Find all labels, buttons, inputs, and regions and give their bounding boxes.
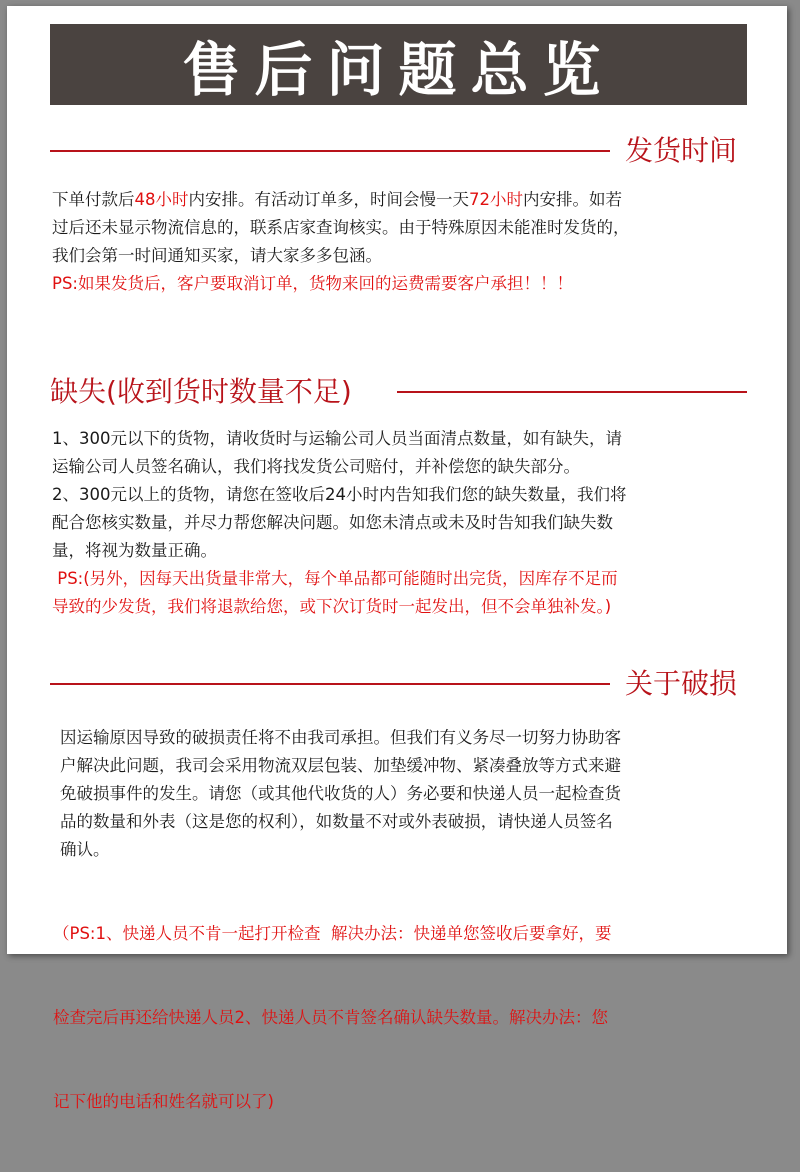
damage-line-1: 因运输原因导致的破损责任将不由我司承担。但我们有义务尽一切努力协助客 [60,728,621,747]
damage-text [60,724,621,864]
divider-line [397,391,747,393]
shipping-line-3: 我们会第一时间通知买家，请大家多多包涵。 [52,246,382,265]
section-title-shortage: 缺失(收到货时数量不足) [50,375,352,408]
damage-ps [53,864,611,1172]
section-title-damage: 关于破损 [625,667,738,700]
damage-line-4: 品的数量和外表（这是您的权利），如数量不对或外表破损，请快递人员签名 [60,812,613,831]
after-sales-card [7,6,787,1111]
shipping-line-1: 下单付款后48小时内安排。有活动订单多，时间会慢一天72小时内安排。如若 [52,190,622,209]
section-header-damage [50,664,747,704]
shortage-line-1: 1、300元以下的货物，请收货时与运输公司人员当面清点数量，如有缺失，请 [52,429,622,448]
section-title-shipping: 发货时间 [625,134,738,167]
shortage-line-2: 运输公司人员签名确认，我们将找发货公司赔付，并补偿您的缺失部分。 [52,457,580,476]
shipping-line-2: 过后还未显示物流信息的，联系店家查询核实。由于特殊原因未能准时发货的， [52,218,630,237]
page-title: 售后问题总览 [182,35,615,104]
damage-line-2: 户解决此问题，我司会采用物流双层包装、加垫缓冲物、紧凑叠放等方式来避 [60,756,621,775]
section-header-shipping [50,131,747,171]
damage-ps-1: （PS:1、快递人员不肯一起打开检查 解决办法：快递单您签收后要拿好，要 [53,924,612,943]
shortage-text [52,425,627,621]
damage-ps-2: 检查完后再还给快递人员2、快递人员不肯签名确认缺失数量。解决办法：您 [53,1008,608,1027]
shortage-line-3: 2、300元以上的货物，请您在签收后24小时内告知我们您的缺失数量，我们将 [52,485,627,504]
shortage-line-4: 配合您核实数量，并尽力帮您解决问题。如您未清点或未及时告知我们缺失数 [52,513,613,532]
page-title-banner [50,24,747,105]
shortage-line-5: 量，将视为数量正确。 [52,541,217,560]
divider-line [50,683,610,685]
hours-72: 72小时 [469,190,523,209]
hours-48: 48小时 [134,190,189,209]
section-header-shortage [50,372,747,412]
shortage-ps-2: 导致的少发货，我们将退款给您，或下次订货时一起发出，但不会单独补发。) [52,597,612,616]
damage-ps-3: 记下他的电话和姓名就可以了) [53,1092,274,1111]
divider-line [50,150,610,152]
shortage-ps-1: PS:(另外，因每天出货量非常大，每个单品都可能随时出完货，因库存不足而 [52,569,618,588]
shipping-ps: PS:如果发货后，客户要取消订单，货物来回的运费需要客户承担！！！ [52,274,573,293]
shipping-text [52,186,630,298]
damage-line-5: 确认。 [60,840,110,859]
damage-line-3: 免破损事件的发生。请您（或其他代收货的人）务必要和快递人员一起检查货 [60,784,621,803]
